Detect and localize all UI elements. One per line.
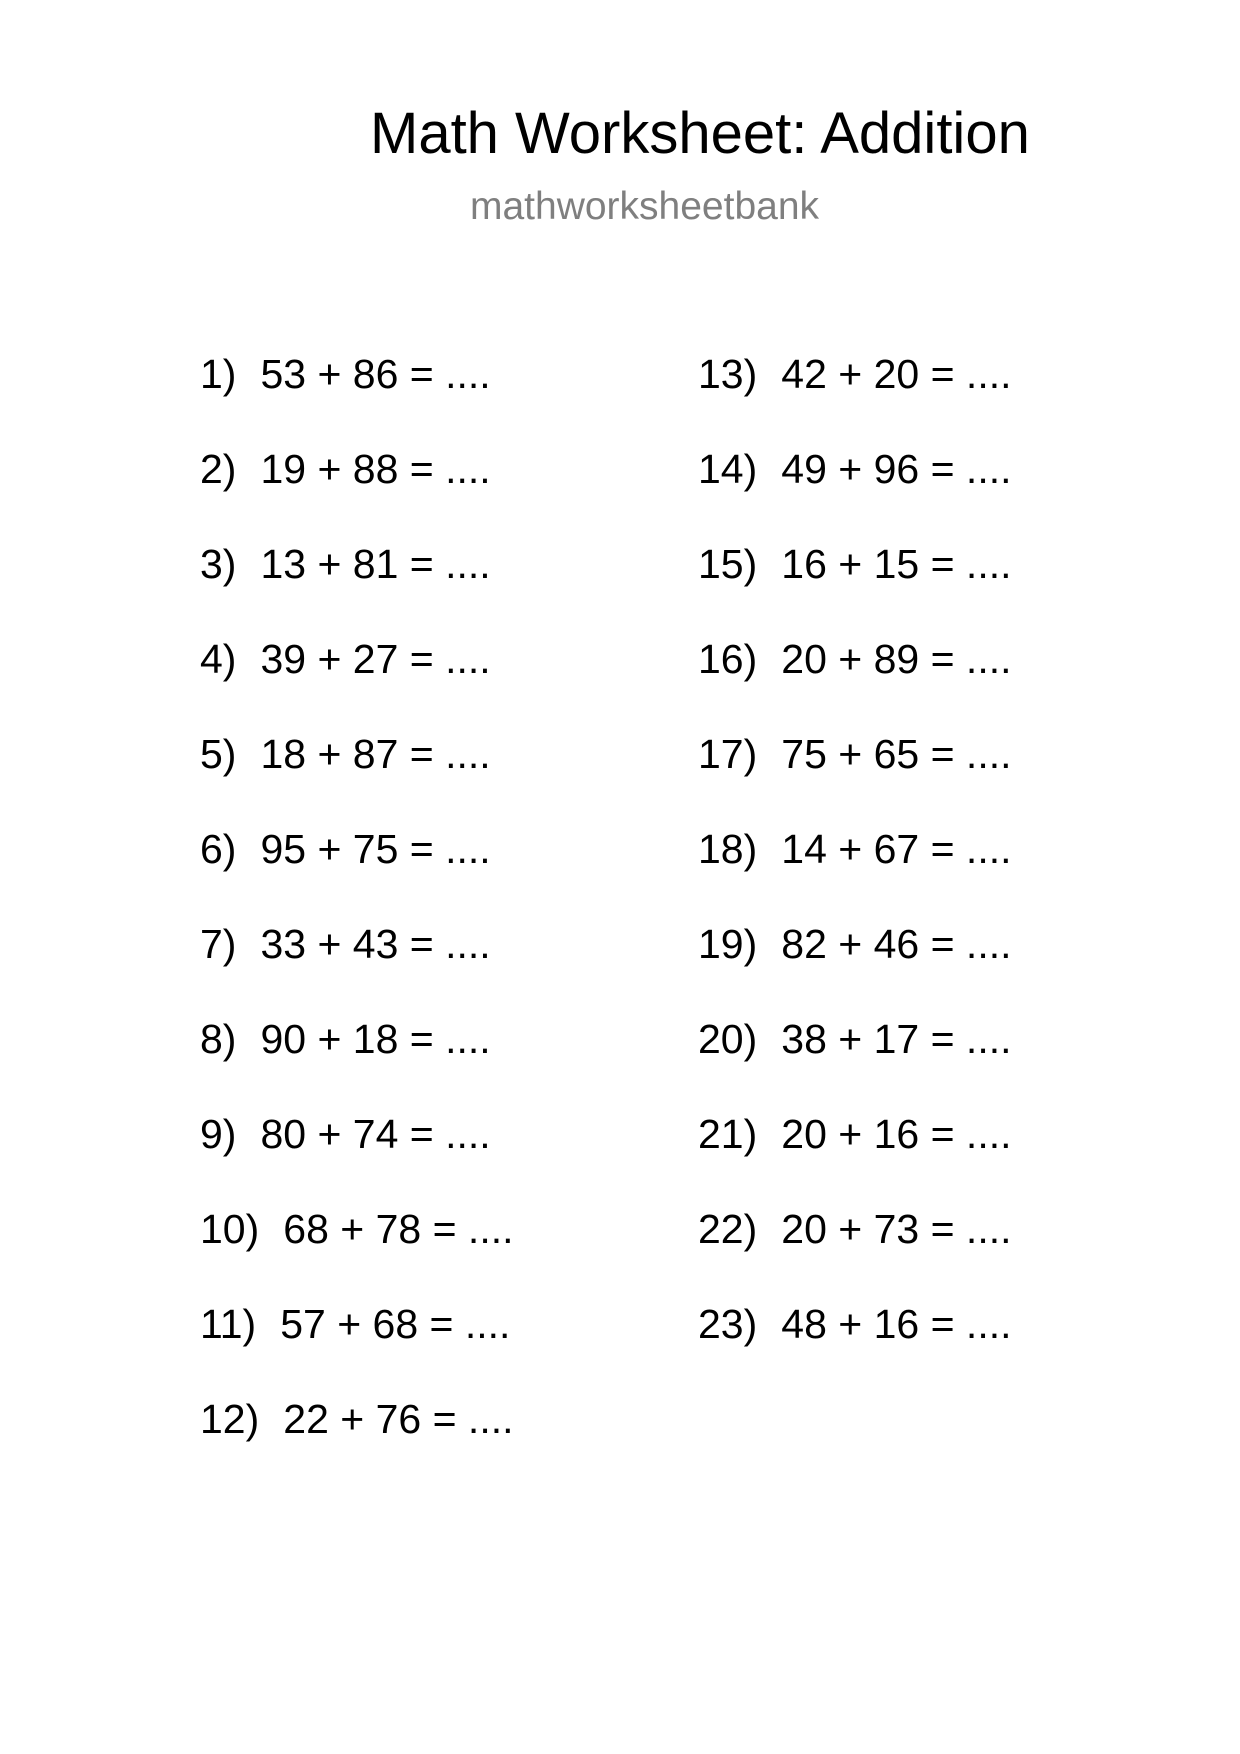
problem-number: 5) — [200, 731, 237, 777]
problem-number: 21) — [698, 1111, 758, 1157]
page-title: Math Worksheet: Addition — [370, 101, 1030, 166]
problem-number: 20) — [698, 1016, 758, 1062]
problem-expression: 90 + 18 = .... — [260, 1016, 491, 1062]
problem-item — [698, 920, 1012, 1015]
problem-item — [698, 1300, 1012, 1395]
problem-item — [200, 1015, 514, 1110]
problem-item — [698, 540, 1012, 635]
problem-item — [698, 1015, 1012, 1110]
problem-expression: 22 + 76 = .... — [283, 1396, 514, 1442]
problem-number: 1) — [200, 351, 237, 397]
problem-expression: 38 + 17 = .... — [781, 1016, 1012, 1062]
problem-item — [200, 825, 514, 920]
problem-expression: 19 + 88 = .... — [260, 446, 491, 492]
problem-item — [698, 635, 1012, 730]
problem-item — [698, 1110, 1012, 1205]
problem-item — [698, 350, 1012, 445]
problem-expression: 20 + 89 = .... — [781, 636, 1012, 682]
problem-number: 7) — [200, 921, 237, 967]
problem-column-right — [698, 350, 1012, 1395]
problem-number: 6) — [200, 826, 237, 872]
problem-expression: 39 + 27 = .... — [260, 636, 491, 682]
problem-number: 2) — [200, 446, 237, 492]
problem-number: 9) — [200, 1111, 237, 1157]
problem-item — [698, 730, 1012, 825]
problem-number: 10) — [200, 1206, 260, 1252]
problem-item — [200, 1110, 514, 1205]
problem-expression: 49 + 96 = .... — [781, 446, 1012, 492]
problem-column-left — [200, 350, 514, 1490]
problem-number: 23) — [698, 1301, 758, 1347]
problem-number: 3) — [200, 541, 237, 587]
problem-number: 19) — [698, 921, 758, 967]
problem-item — [200, 730, 514, 825]
problem-expression: 68 + 78 = .... — [283, 1206, 514, 1252]
problem-expression: 48 + 16 = .... — [781, 1301, 1012, 1347]
problem-number: 18) — [698, 826, 758, 872]
problem-item — [200, 1300, 514, 1395]
problem-expression: 95 + 75 = .... — [260, 826, 491, 872]
problem-expression: 33 + 43 = .... — [260, 921, 491, 967]
problem-number: 11) — [200, 1301, 257, 1347]
problem-number: 22) — [698, 1206, 758, 1252]
problem-number: 12) — [200, 1396, 260, 1442]
problem-item — [200, 350, 514, 445]
problem-item — [200, 1205, 514, 1300]
problem-expression: 20 + 16 = .... — [781, 1111, 1012, 1157]
problem-number: 14) — [698, 446, 758, 492]
problem-number: 17) — [698, 731, 758, 777]
problem-expression: 16 + 15 = .... — [781, 541, 1012, 587]
problem-expression: 42 + 20 = .... — [781, 351, 1012, 397]
problem-expression: 82 + 46 = .... — [781, 921, 1012, 967]
problem-item — [698, 445, 1012, 540]
problem-number: 16) — [698, 636, 758, 682]
problem-expression: 14 + 67 = .... — [781, 826, 1012, 872]
problem-number: 8) — [200, 1016, 237, 1062]
problem-expression: 57 + 68 = .... — [280, 1301, 511, 1347]
problem-item — [200, 445, 514, 540]
problem-item — [200, 920, 514, 1015]
problem-expression: 80 + 74 = .... — [260, 1111, 491, 1157]
page-subtitle: mathworksheetbank — [470, 185, 820, 228]
problem-item — [200, 1395, 514, 1490]
problem-expression: 13 + 81 = .... — [260, 541, 491, 587]
problem-item — [698, 825, 1012, 920]
problem-expression: 20 + 73 = .... — [781, 1206, 1012, 1252]
problem-number: 13) — [698, 351, 758, 397]
problem-item — [698, 1205, 1012, 1300]
problem-number: 4) — [200, 636, 237, 682]
problem-number: 15) — [698, 541, 758, 587]
problem-item — [200, 635, 514, 730]
problem-item — [200, 540, 514, 635]
problem-expression: 18 + 87 = .... — [260, 731, 491, 777]
problem-expression: 75 + 65 = .... — [781, 731, 1012, 777]
problem-expression: 53 + 86 = .... — [260, 351, 491, 397]
